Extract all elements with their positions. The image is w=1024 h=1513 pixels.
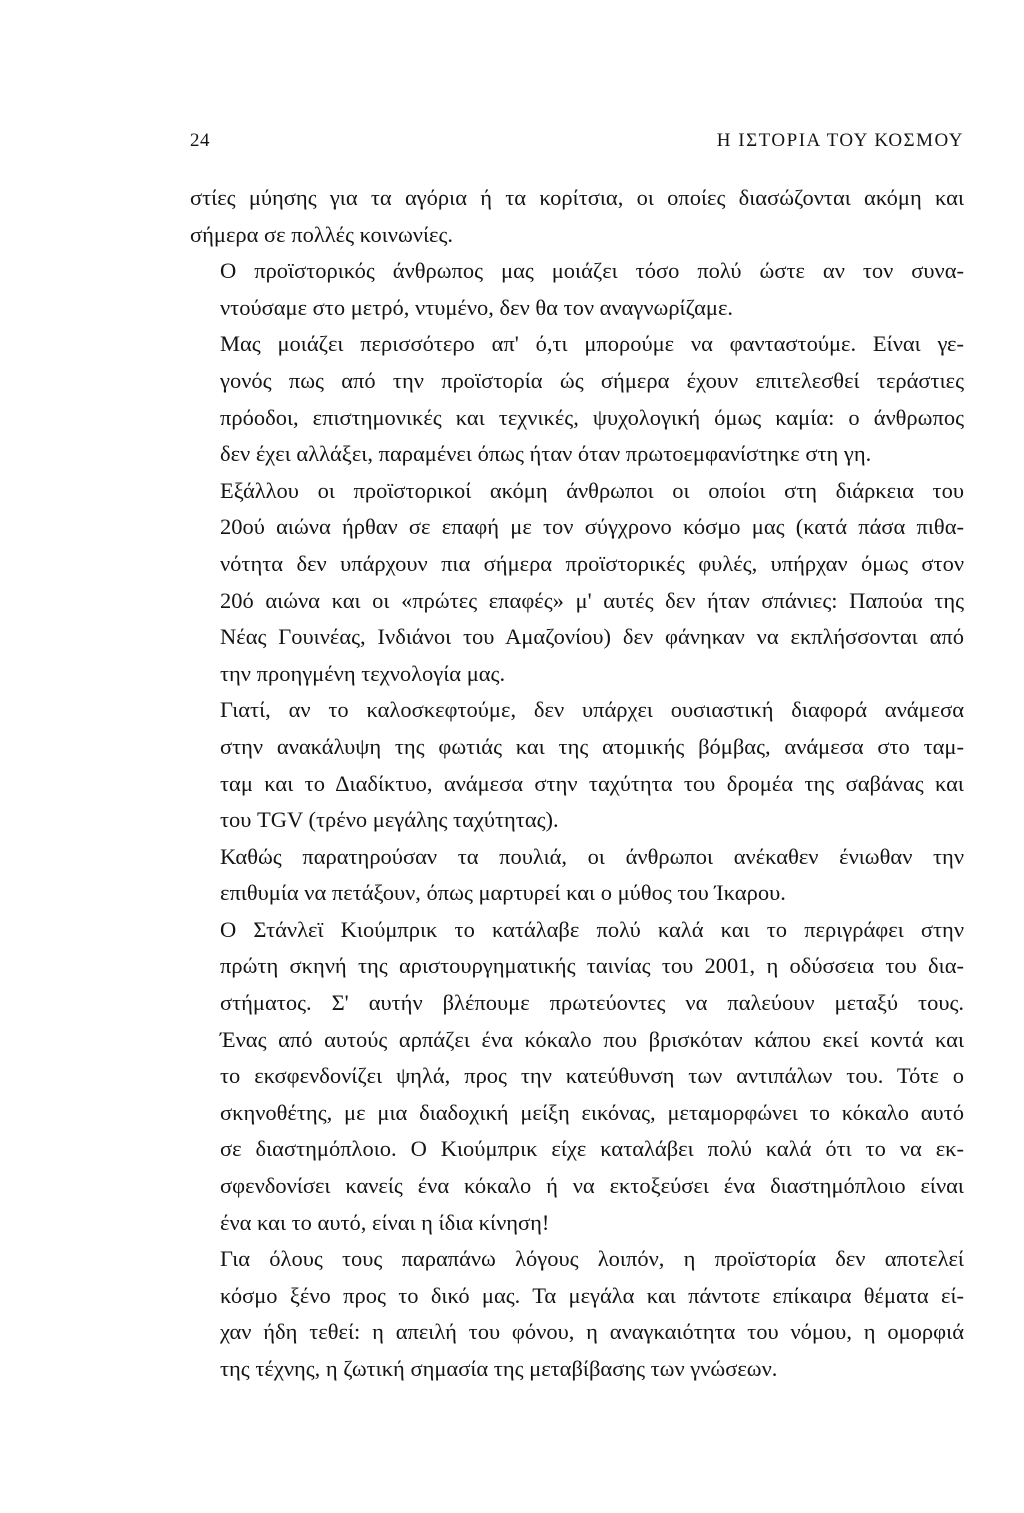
- text-line: Γιατί, αν το καλοσκεφτούμε, δεν υπάρχει ουσιαστική διαφορά ανάμεσα: [220, 697, 964, 723]
- text-line: Ένας από αυτούς αρπάζει ένα κόκαλο που βρισκόταν κάπου εκεί κοντά και: [220, 1026, 964, 1052]
- text-line: 20ό αιώνα και οι «πρώτες επαφές» μ' αυτές δεν ήταν σπάνιες: Παπούα της: [220, 587, 964, 613]
- text-line: Ο Στάνλεϊ Κιούμπρικ το κατάλαβε πολύ καλά και το περιγράφει στην: [220, 916, 964, 942]
- text-line: δεν έχει αλλάξει, παραμένει όπως ήταν όταν πρωτοεμφανίστηκε στη γη.: [220, 441, 872, 467]
- text-line: το εκσφενδονίζει ψηλά, προς την κατεύθυνση των αντιπάλων του. Τότε ο: [220, 1063, 964, 1089]
- text-line: σήμερα σε πολλές κοινωνίες.: [190, 221, 454, 247]
- text-line: γονός πως από την προϊστορία ώς σήμερα έχουν επιτελεσθεί τεράστιες: [220, 367, 964, 393]
- text-line: πρώτη σκηνή της αριστουργηματικής ταινίας του 2001, η οδύσσεια του δια-: [220, 953, 964, 979]
- text-line: Μας μοιάζει περισσότερο απ' ό,τι μπορούμε να φανταστούμε. Είναι γε-: [220, 331, 964, 357]
- text-line: σφενδονίσει κανείς ένα κόκαλο ή να εκτοξεύσει ένα διαστημόπλοιο είναι: [220, 1173, 964, 1199]
- paragraph: [190, 180, 964, 253]
- paragraph: [190, 326, 964, 472]
- paragraph: [190, 1241, 964, 1387]
- paragraph: [190, 253, 964, 326]
- paragraph: [190, 839, 964, 912]
- text-line: χαν ήδη τεθεί: η απειλή του φόνου, η αναγκαιότητα του νόμου, η ομορφιά: [220, 1319, 964, 1345]
- text-line: κόσμο ξένο προς το δικό μας. Τα μεγάλα και πάντοτε επίκαιρα θέματα εί-: [220, 1282, 964, 1308]
- page-number: 24: [190, 130, 210, 151]
- text-line: νότητα δεν υπάρχουν πια σήμερα προϊστορικές φυλές, υπήρχαν όμως στον: [220, 550, 964, 576]
- text-line: στίες μύησης για τα αγόρια ή τα κορίτσια, οι οποίες διασώζονται ακόμη και: [190, 185, 964, 210]
- text-line: ντούσαμε στο μετρό, ντυμένο, δεν θα τον αναγνωρίζαμε.: [220, 294, 734, 320]
- paragraph: [190, 912, 964, 1241]
- running-head: [190, 130, 964, 158]
- text-line: την προηγμένη τεχνολογία μας.: [220, 660, 506, 686]
- text-line: Για όλους τους παραπάνω λόγους λοιπόν, η προϊστορία δεν αποτελεί: [220, 1246, 964, 1272]
- text-line: επιθυμία να πετάξουν, όπως μαρτυρεί και ο μύθος του Ίκαρου.: [220, 880, 786, 906]
- text-line: ταμ και το Διαδίκτυο, ανάμεσα στην ταχύτητα του δρομέα της σαβάνας και: [220, 770, 964, 796]
- book-title: Η ΙΣΤΟΡΙΑ ΤΟΥ ΚΟΣΜΟΥ: [716, 130, 964, 151]
- text-line: Νέας Γουινέας, Ινδιάνοι του Αμαζονίου) δεν φάνηκαν να εκπλήσσονται από: [220, 624, 964, 650]
- body-text: [190, 180, 964, 1388]
- text-line: πρόοδοι, επιστημονικές και τεχνικές, ψυχολογική όμως καμία: ο άνθρωπος: [220, 404, 964, 430]
- text-line: του TGV (τρένο μεγάλης ταχύτητας).: [220, 807, 559, 833]
- text-line: στην ανακάλυψη της φωτιάς και της ατομικής βόμβας, ανάμεσα στο ταμ-: [220, 733, 964, 759]
- text-line: Εξάλλου οι προϊστορικοί ακόμη άνθρωποι οι οποίοι στη διάρκεια του: [220, 477, 964, 503]
- text-line: της τέχνης, η ζωτική σημασία της μεταβίβασης των γνώσεων.: [220, 1356, 778, 1381]
- text-line: σε διαστημόπλοιο. Ο Κιούμπρικ είχε καταλάβει πολύ καλά ότι το να εκ-: [220, 1136, 964, 1162]
- text-line: 20ού αιώνα ήρθαν σε επαφή με τον σύγχρονο κόσμο μας (κατά πάσα πιθα-: [220, 514, 964, 540]
- text-line: ένα και το αυτό, είναι η ίδια κίνηση!: [220, 1209, 550, 1235]
- paragraph: [190, 473, 964, 693]
- text-line: Ο προϊστορικός άνθρωπος μας μοιάζει τόσο πολύ ώστε αν τον συνα-: [220, 258, 964, 284]
- text-line: Καθώς παρατηρούσαν τα πουλιά, οι άνθρωποι ανέκαθεν ένιωθαν την: [220, 843, 964, 869]
- text-line: σκηνοθέτης, με μια διαδοχική μείξη εικόνας, μεταμορφώνει το κόκαλο αυτό: [220, 1099, 964, 1125]
- paragraph: [190, 692, 964, 838]
- text-line: στήματος. Σ' αυτήν βλέπουμε πρωτεύοντες να παλεύουν μεταξύ τους.: [220, 990, 964, 1016]
